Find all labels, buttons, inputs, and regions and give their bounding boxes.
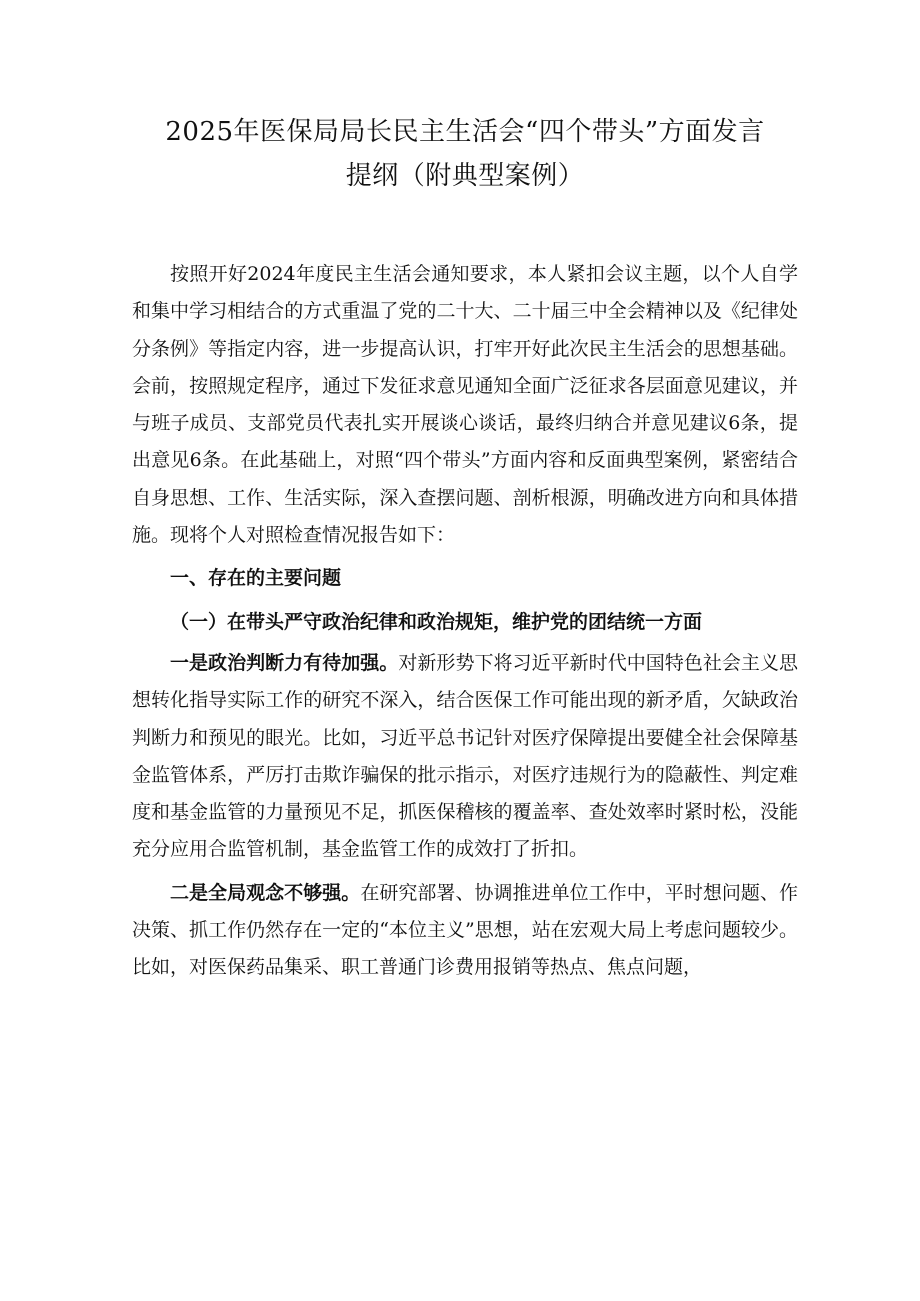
section-1-heading: 一、存在的主要问题	[170, 567, 342, 590]
point-2-paragraph	[132, 875, 798, 987]
document-title	[132, 110, 798, 198]
point-2-lead: 二是全局观念不够强。	[170, 881, 361, 904]
point-1-body: 对新形势下将习近平新时代中国特色社会主义思想转化指导实际工作的研究不深入，结合医保工作可能出现的新矛盾，欠缺政治判断力和预见的眼光。比如，习近平总书记针对医疗保障提出要健全社会保障基金监管体系，严厉打击欺诈骗保的批示指示，对医疗违规行为的隐蔽性、判定难度和基金监管的力量预见不足，抓医保稽核的覆盖率、查处效率时紧时松，没能充分应用合监管机制，基金监管工作的成效打了折扣。	[132, 651, 798, 861]
intro-paragraph: 按照开好2024年度民主生活会通知要求，本人紧扣会议主题，以个人自学和集中学习相结合的方式重温了党的二十大、二十届三中全会精神以及《纪律处分条例》等指定内容，进一步提高认识，打牢开好此次民主生活会的思想基础。会前，按照规定程序，通过下发征求意见通知全面广泛征求各层面意见建议，并与班子成员、支部党员代表扎实开展谈心谈话，最终归纳合并意见建议6条，提出意见6条。在此基础上，对照“四个带头”方面内容和反面典型案例，紧密结合自身思想、工作、生活实际，深入查摆问题、剖析根源，明确改进方向和具体措施。现将个人对照检查情况报告如下：	[132, 263, 798, 547]
title-line-1: 2025年医保局局长民主生活会“四个带头”方面发言	[165, 117, 765, 147]
point-1-lead: 一是政治判断力有待加强。	[170, 651, 399, 674]
point-1-paragraph	[132, 645, 798, 869]
subsection-1-heading: （一）在带头严守政治纪律和政治规矩，维护党的团结统一方面	[170, 610, 703, 633]
title-line-2: 提纲（附典型案例）	[345, 161, 585, 191]
point-2-body: 在研究部署、协调推进单位工作中，平时想问题、作决策、抓工作仍然存在一定的“本位主义”思想，站在宏观大局上考虑问题较少。比如，对医保药品集采、职工普通门诊费用报销等热点、焦点问题，	[132, 881, 798, 979]
